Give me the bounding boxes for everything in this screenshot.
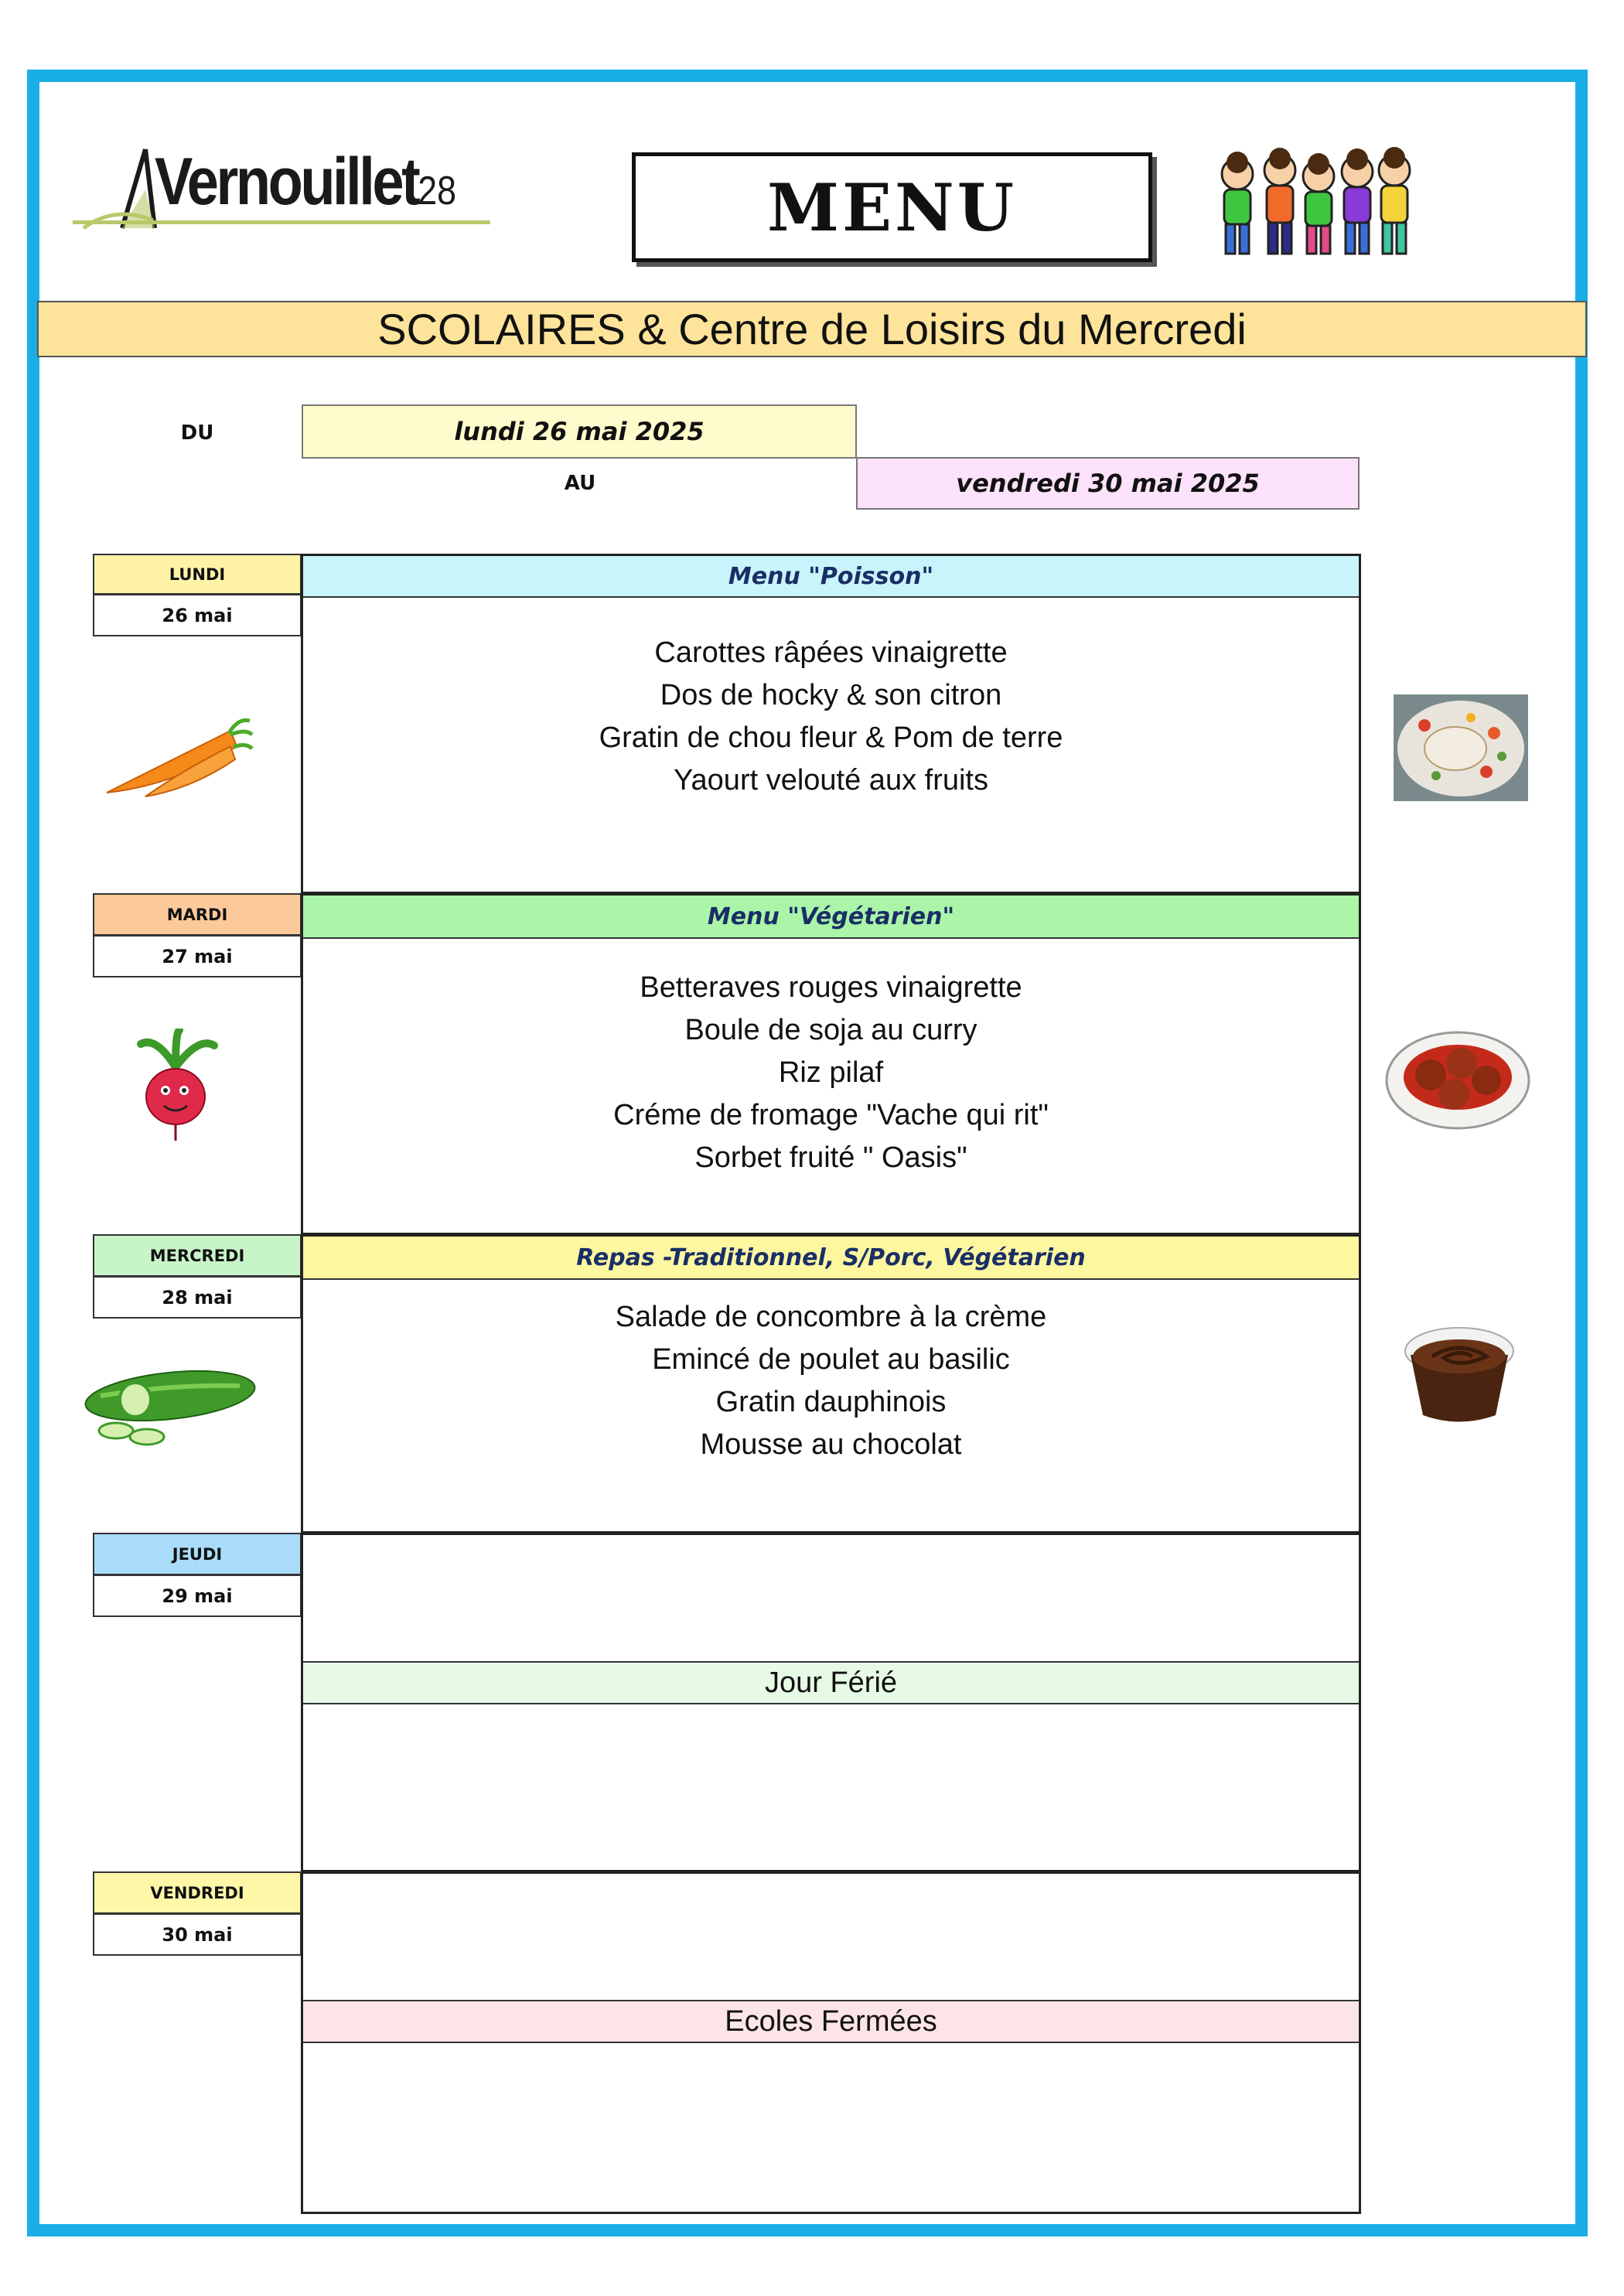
logo-underline xyxy=(73,220,490,224)
chocolate-mousse-icon xyxy=(1401,1324,1517,1428)
menu-type-mardi: Menu "Végétarien" xyxy=(303,896,1359,939)
dish-item: Créme de fromage "Vache qui rit" xyxy=(613,1099,1049,1131)
dish-item: Sorbet fruité " Oasis" xyxy=(694,1141,967,1174)
logo-name: Vernouillet xyxy=(155,145,418,219)
audience-banner-text: SCOLAIRES & Centre de Loisirs du Mercredi xyxy=(377,305,1247,353)
day-label-mardi: MARDI xyxy=(93,893,302,936)
dish-item: Boule de soja au curry xyxy=(684,1014,977,1046)
dish-list-mercredi xyxy=(303,1296,1359,1466)
start-date: lundi 26 mai 2025 xyxy=(302,404,857,459)
menu-title: MENU xyxy=(766,169,1018,246)
day-label-jeudi: JEUDI xyxy=(93,1533,302,1575)
day-date-lundi: 26 mai xyxy=(93,594,302,636)
beet-icon xyxy=(125,1029,226,1145)
menu-section-vendredi xyxy=(301,1871,1361,2214)
closure-note: Ecoles Fermées xyxy=(303,2000,1359,2043)
au-label: AU xyxy=(564,472,596,495)
menu-type-mercredi: Repas -Traditionnel, S/Porc, Végétarien xyxy=(303,1237,1359,1280)
menu-section-mercredi xyxy=(301,1234,1361,1534)
audience-banner xyxy=(37,301,1587,357)
dish-item: Gratin de chou fleur & Pom de terre xyxy=(599,722,1063,754)
vernouillet-logo xyxy=(68,143,501,244)
day-date-jeudi: 29 mai xyxy=(93,1574,302,1617)
dish-item: Gratin dauphinois xyxy=(715,1386,947,1418)
dish-item: Carottes râpées vinaigrette xyxy=(654,636,1008,669)
dish-list-lundi xyxy=(303,632,1359,802)
dish-item: Riz pilaf xyxy=(778,1056,884,1089)
end-date: vendredi 30 mai 2025 xyxy=(856,457,1360,510)
menu-section-jeudi xyxy=(301,1533,1361,1872)
day-date-vendredi: 30 mai xyxy=(93,1913,302,1956)
day-date-mercredi: 28 mai xyxy=(93,1276,302,1319)
dish-item: Mousse au chocolat xyxy=(700,1428,962,1461)
dish-item: Dos de hocky & son citron xyxy=(660,679,1002,711)
dish-item: Betteraves rouges vinaigrette xyxy=(640,971,1022,1004)
day-label-vendredi: VENDREDI xyxy=(93,1871,302,1914)
dish-list-mardi xyxy=(303,967,1359,1179)
fish-dish-icon xyxy=(1394,694,1528,801)
dish-item: Emincé de poulet au basilic xyxy=(652,1343,1010,1376)
menu-type-lundi: Menu "Poisson" xyxy=(303,556,1359,598)
kids-icon xyxy=(1210,147,1419,259)
cucumber-icon xyxy=(70,1361,263,1446)
du-label: DU xyxy=(180,421,214,445)
logo-number: 28 xyxy=(418,169,457,213)
day-date-mardi: 27 mai xyxy=(93,935,302,977)
dish-item: Salade de concombre à la crème xyxy=(615,1301,1047,1333)
menu-section-mardi xyxy=(301,893,1361,1235)
holiday-note: Jour Férié xyxy=(303,1661,1359,1704)
menu-section-lundi xyxy=(301,554,1361,894)
carrot-icon xyxy=(99,711,254,804)
logo-emblem-icon xyxy=(68,143,169,244)
menu-title-box xyxy=(632,152,1152,262)
meatballs-icon xyxy=(1384,1025,1531,1133)
dish-item: Yaourt velouté aux fruits xyxy=(674,764,988,797)
day-label-mercredi: MERCREDI xyxy=(93,1234,302,1277)
day-label-lundi: LUNDI xyxy=(93,554,302,595)
